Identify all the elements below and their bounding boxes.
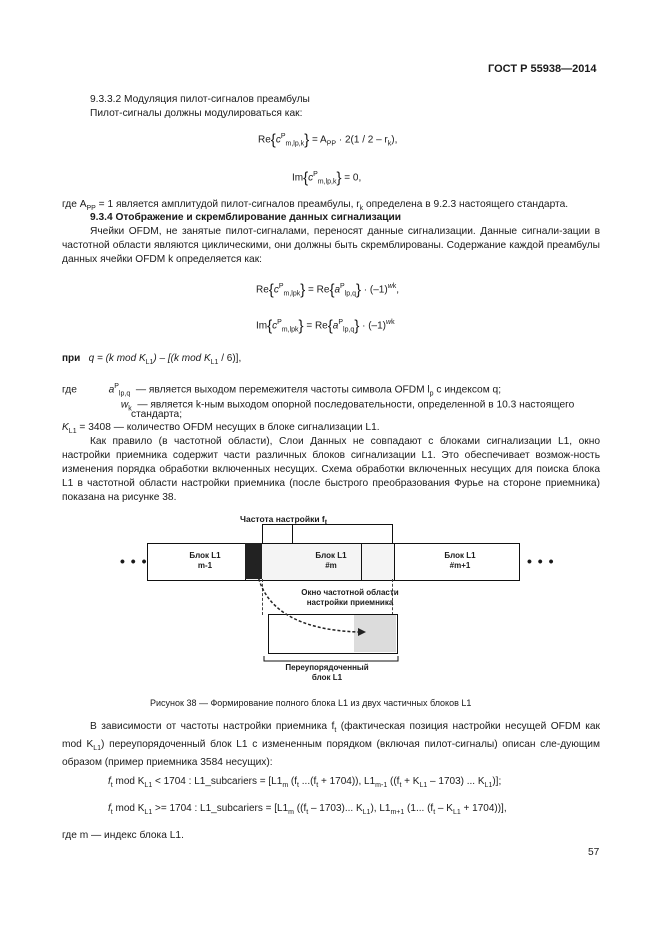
block1-label: Блок L1 m-1 xyxy=(189,551,221,570)
tuning-bracket-left xyxy=(262,524,263,544)
pilot-where-line: где $A_{PP} = 1$ является амплитудой пилот-сигналов преамбулы, $r_k$ определена в 9.2.3 настоящего стандарта. xyxy=(62,199,569,213)
final-where-line: где m — индекс блока L1. xyxy=(62,830,184,841)
section-9332-title: 9.3.3.2 Модуляция пилот-сигналов преамбулы xyxy=(90,94,310,105)
equation-data-re: $Re\{c^P_{m,lpk}\} = Re\{a^P_{lp,q}\} \cdot (-1)^{wk}$, xyxy=(256,281,400,299)
equation-pilot-im: $Im\{c^P_{m,lp,k}\} = 0$, xyxy=(292,169,362,187)
definition-a: где $a^P_{lp,q}$ — является выходом перемежителя частоты символа OFDM $l_p$ с индексом q; xyxy=(62,383,502,398)
ellipsis-left: • • • xyxy=(120,553,148,569)
reordered-label: Переупорядоченный блок L1 xyxy=(285,663,369,682)
reorder-arrow xyxy=(250,550,380,640)
tuning-bracket-right xyxy=(392,524,393,544)
definition-w: $w_k$ — является k-ным выходом опорной последовательности, определенной в 10.3 настоящего xyxy=(120,399,575,413)
equation-reorder-less: $f_t$ mod $K_{L1} < 1704$ : L1_subcariers = [$L1_m$ ($f_t$ $...(f_t + 1704)$), $L1_{m-1}$ ($(f_t + K_{L1} - 1703)$ ... $K_{L1}$)]; xyxy=(108,776,502,789)
tuning-center-marker xyxy=(292,524,293,544)
tuning-bracket-top xyxy=(262,524,392,525)
section-934-paragraph-1: Ячейки OFDM, не занятые пилот-сигналами, переносят данные сигнализации. Данные сигнали-зации в частотной области являются циклическими, они должны быть скремблированы. Содержание каждой преамбулы данных ячейки OFDM k определяется как: xyxy=(62,226,600,265)
equation-reorder-greater: $f_t$ mod $K_{L1} >= 1704$ : L1_subcariers = [$L1_m$ ($(f_t - 1703)$... $K_{L1}$), $L1_{m+1}$ (1... $(f_t - K_{L1} + 1704)$)], xyxy=(108,803,507,816)
equation-q-definition: при q = (k mod $K_{L1}) - [(k$ mod $K_{L1} / 6$)], xyxy=(62,353,242,366)
receiver-window-label: Окно частотной области настройки приемника xyxy=(301,588,399,607)
page-number: 57 xyxy=(588,847,600,858)
definition-w-continuation: стандарта; xyxy=(131,409,183,420)
section-934-title: 9.3.4 Отображение и скремблирование данных сигнализации xyxy=(90,212,402,223)
definition-kl1: $K_{L1} = 3408$ — количество OFDM несущих в блоке сигнализации L1. xyxy=(62,422,380,436)
equation-pilot-re: $Re\{c^P_{m,lp,k}\} = A_{PP} \cdot 2(1 / 2 - r_k)$, xyxy=(258,131,398,149)
section-934-paragraph-2: Как правило (в частотной области), Слои Данных не совпадают с блоками сигнализации L1, окно настройки приемника содержит части различных блоков сигнализации L1. Это обеспечивает возмож-ность изменения порядка обработки включенных несущих. Схема обработки включенных несущих для поиска блока L1 в частотной области настройки приемника (после быстрого преобразования Фурье на стороне приемника) показана на рисунке 38. xyxy=(62,436,600,503)
tuning-frequency-label: Частота настройки f xyxy=(240,514,325,524)
block2-label: Блок L1 #m xyxy=(315,551,347,570)
block3-label: Блок L1 #m+1 xyxy=(444,551,476,570)
standard-header: ГОСТ Р 55938—2014 xyxy=(488,63,597,75)
reordering-paragraph: В зависимости от частоты настройки приемника $f_t$ (фактическая позиция настройки несущей OFDM как mod $K_{L1}$) переупорядоченный блок L1 с измененным порядком (включая пилот-сигналы) описан сле-дующим образом (пример приемника 3584 несущих): xyxy=(62,721,600,769)
ellipsis-right: • • • xyxy=(527,553,555,569)
figure-caption: Рисунок 38 — Формирование полного блока L1 из двух частичных блоков L1 xyxy=(150,698,472,708)
equation-data-im: $Im\{c^P_{m,lpk}\} = Re\{a^P_{lp,q}\} \cdot (-1)^{wk}$ xyxy=(256,317,395,335)
section-9332-intro: Пилот-сигналы должны модулироваться как: xyxy=(90,108,303,119)
